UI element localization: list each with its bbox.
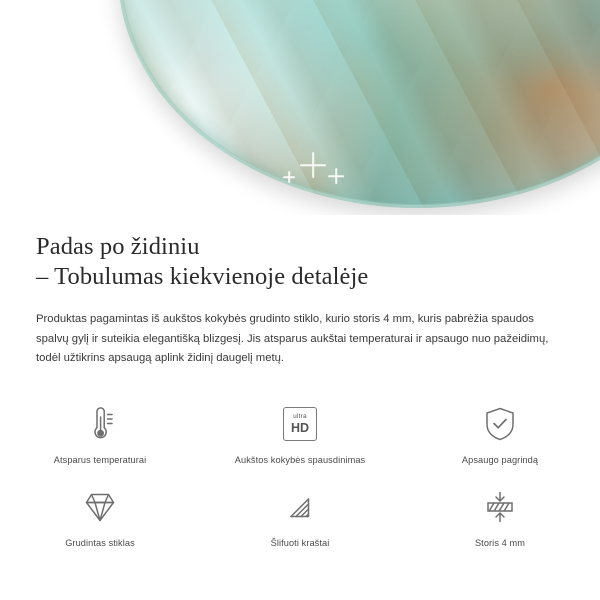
feature-item-surface-protection [400, 395, 600, 478]
polished-edges-icon [277, 484, 323, 530]
feature-item-temperature-resistant [0, 395, 200, 478]
feature-grid [0, 395, 600, 561]
feature-label: Storis 4 mm [474, 538, 526, 548]
shield-check-icon [477, 401, 523, 447]
headline-line-2: – Tobulumas kiekvienoje detalėje [36, 263, 369, 290]
diamond-icon [77, 484, 123, 530]
feature-item-tempered-glass [0, 478, 200, 561]
feature-item-polished-edges [200, 478, 400, 561]
text-content [0, 215, 600, 380]
ultra-hd-icon [277, 401, 323, 447]
feature-label: Šlifuoti kraštai [270, 538, 330, 548]
feature-item-thickness [400, 478, 600, 561]
feature-label: Apsaugo pagrindą [461, 455, 539, 465]
feature-item-print-quality [200, 395, 400, 478]
thermometer-icon [77, 401, 123, 447]
ultra-hd-badge-top: ultra [293, 413, 307, 420]
thickness-icon [477, 484, 523, 530]
description-paragraph: Produktas pagamintas iš aukštos kokybės grudinto stiklo, kurio storis 4 mm, kuris pabrėžia spaudos spalvų gylį ir suteikia elegantišką blizgesį. Jis atsparus aukštai temperaturai ir apsaugo nuo pažeidimų, todėl užtikrins apsaugą aplink židinį daugelį metų. [36, 313, 549, 364]
feature-label: Atsparus temperaturai [53, 455, 147, 465]
feature-label: Aukštos kokybės spausdinimas [234, 455, 366, 465]
page-title [0, 232, 600, 292]
glass-pad-disc [118, 0, 600, 208]
headline-line-1: Padas po židiniu [36, 233, 200, 260]
hero-image [0, 0, 600, 215]
feature-label: Grudintas stiklas [65, 538, 135, 548]
ultra-hd-badge-bottom: HD [290, 420, 310, 435]
